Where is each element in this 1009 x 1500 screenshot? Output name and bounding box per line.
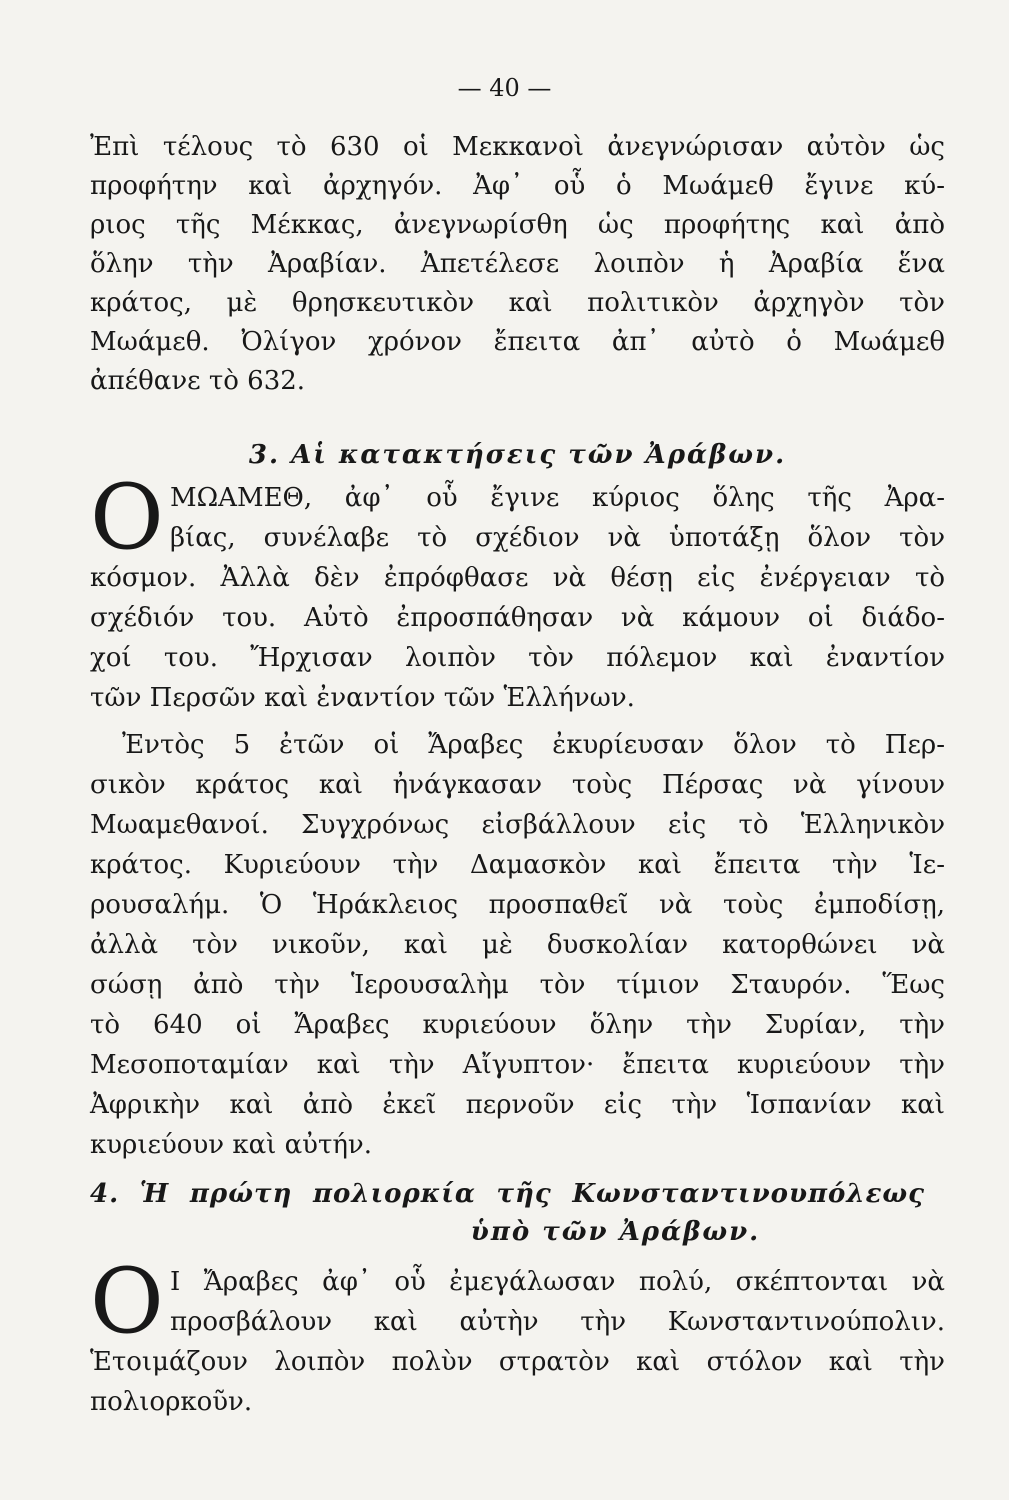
text-line: ριος τῆς Μέκκας, ἀνεγνωρίσθη ὡς προφήτης καὶ ἀπὸ xyxy=(90,210,945,240)
text-line: Ἑτοιμάζουν λοιπὸν πολὺν στρατὸν καὶ στόλον καὶ τὴν xyxy=(90,1347,945,1377)
text-line: τὸ 640 οἱ Ἄραβες κυριεύουν ὅλην τὴν Συρίαν, τὴν xyxy=(90,1010,945,1040)
text-line: Μεσοποταμίαν καὶ τὴν Αἴγυπτον· ἔπειτα κυριεύουν τὴν xyxy=(90,1050,945,1080)
section-heading-line: 4. Ἡ πρώτη πολιορκία τῆς Κωνσταντινουπόλεως xyxy=(90,1179,925,1209)
text-line: βίας, συνέλαβε τὸ σχέδιον νὰ ὑποτάξῃ ὅλον τὸν xyxy=(170,523,945,553)
text-line: τῶν Περσῶν καὶ ἐναντίον τῶν Ἑλλήνων. xyxy=(90,683,635,713)
drop-cap: Ο xyxy=(90,1249,164,1354)
text-line: Ἐπὶ τέλους τὸ 630 οἱ Μεκκανοὶ ἀνεγνώρισαν αὐτὸν ὡς xyxy=(90,132,945,162)
text-line: ἀπέθανε τὸ 632. xyxy=(90,366,306,396)
paragraph xyxy=(90,1249,945,1422)
text-line: ρουσαλήμ. Ὁ Ἡράκλειος προσπαθεῖ νὰ τοὺς ἐμποδίσῃ, xyxy=(90,890,945,920)
text-line: χοί του. Ἤρχισαν λοιπὸν τὸν πόλεμον καὶ ἐναντίον xyxy=(90,643,945,673)
text-line: ἀλλὰ τὸν νικοῦν, καὶ μὲ δυσκολίαν κατορθώνει νὰ xyxy=(90,930,945,960)
text-line: Ἐντὸς 5 ἐτῶν οἱ Ἄραβες ἐκυρίευσαν ὅλον τὸ Περ- xyxy=(122,730,945,760)
text-line: Ἀφρικὴν καὶ ἀπὸ ἐκεῖ περνοῦν εἰς τὴν Ἱσπανίαν καὶ xyxy=(90,1090,945,1120)
text-line: σώσῃ ἀπὸ τὴν Ἱερουσαλὴμ τὸν τίμιον Σταυρόν. Ἕως xyxy=(90,970,945,1000)
paragraph xyxy=(90,128,945,401)
text-line: Μωαμεθανοί. Συγχρόνως εἰσβάλλουν εἰς τὸ Ἑλληνικὸν xyxy=(90,810,945,840)
text-block xyxy=(90,128,945,1422)
text-line: Μωάμεθ. Ὀλίγον χρόνον ἔπειτα ἀπ᾽ αὐτὸ ὁ Μωάμεθ xyxy=(90,327,945,357)
text-line: προσβάλουν καὶ αὐτὴν τὴν Κωνσταντινούπολιν. xyxy=(170,1307,945,1337)
text-line: ΜΩΑΜΕΘ, ἀφ᾽ οὗ ἔγινε κύριος ὅλης τῆς Ἀρα- xyxy=(170,483,945,513)
text-line: προφήτην καὶ ἀρχηγόν. Ἀφ᾽ οὗ ὁ Μωάμεθ ἔγινε κύ- xyxy=(90,171,945,201)
drop-cap: Ο xyxy=(90,465,164,570)
text-line: πολιορκοῦν. xyxy=(90,1387,253,1417)
text-line: κυριεύουν καὶ αὐτήν. xyxy=(90,1130,373,1160)
text-line: κράτος. Κυριεύουν τὴν Δαμασκὸν καὶ ἔπειτα τὴν Ἱε- xyxy=(90,850,945,880)
text-line: σικὸν κράτος καὶ ἠνάγκασαν τοὺς Πέρσας νὰ γίνουν xyxy=(90,770,945,800)
text-line: σχέδιόν του. Αὐτὸ ἐπροσπάθησαν νὰ κάμουν οἱ διάδο- xyxy=(90,603,945,633)
text-line: Ι Ἄραβες ἀφ᾽ οὗ ἐμεγάλωσαν πολύ, σκέπτονται νὰ xyxy=(170,1267,945,1297)
paragraph xyxy=(90,725,945,1165)
text-line: κράτος, μὲ θρησκευτικὸν καὶ πολιτικὸν ἀρχηγὸν τὸν xyxy=(90,288,945,318)
paragraph xyxy=(90,465,945,718)
section-heading-line: ὑπὸ τῶν Ἀράβων. xyxy=(470,1217,761,1247)
section-heading: 3. Αἱ κατακτήσεις τῶν Ἀράβων. xyxy=(248,440,787,470)
text-line: ὅλην τὴν Ἀραβίαν. Ἀπετέλεσε λοιπὸν ἡ Ἀραβία ἕνα xyxy=(90,249,945,279)
section-heading xyxy=(90,1175,945,1251)
page-number: — 40 — xyxy=(457,74,552,102)
text-line: κόσμον. Ἀλλὰ δὲν ἐπρόφθασε νὰ θέσῃ εἰς ἐνέργειαν τὸ xyxy=(90,563,945,593)
